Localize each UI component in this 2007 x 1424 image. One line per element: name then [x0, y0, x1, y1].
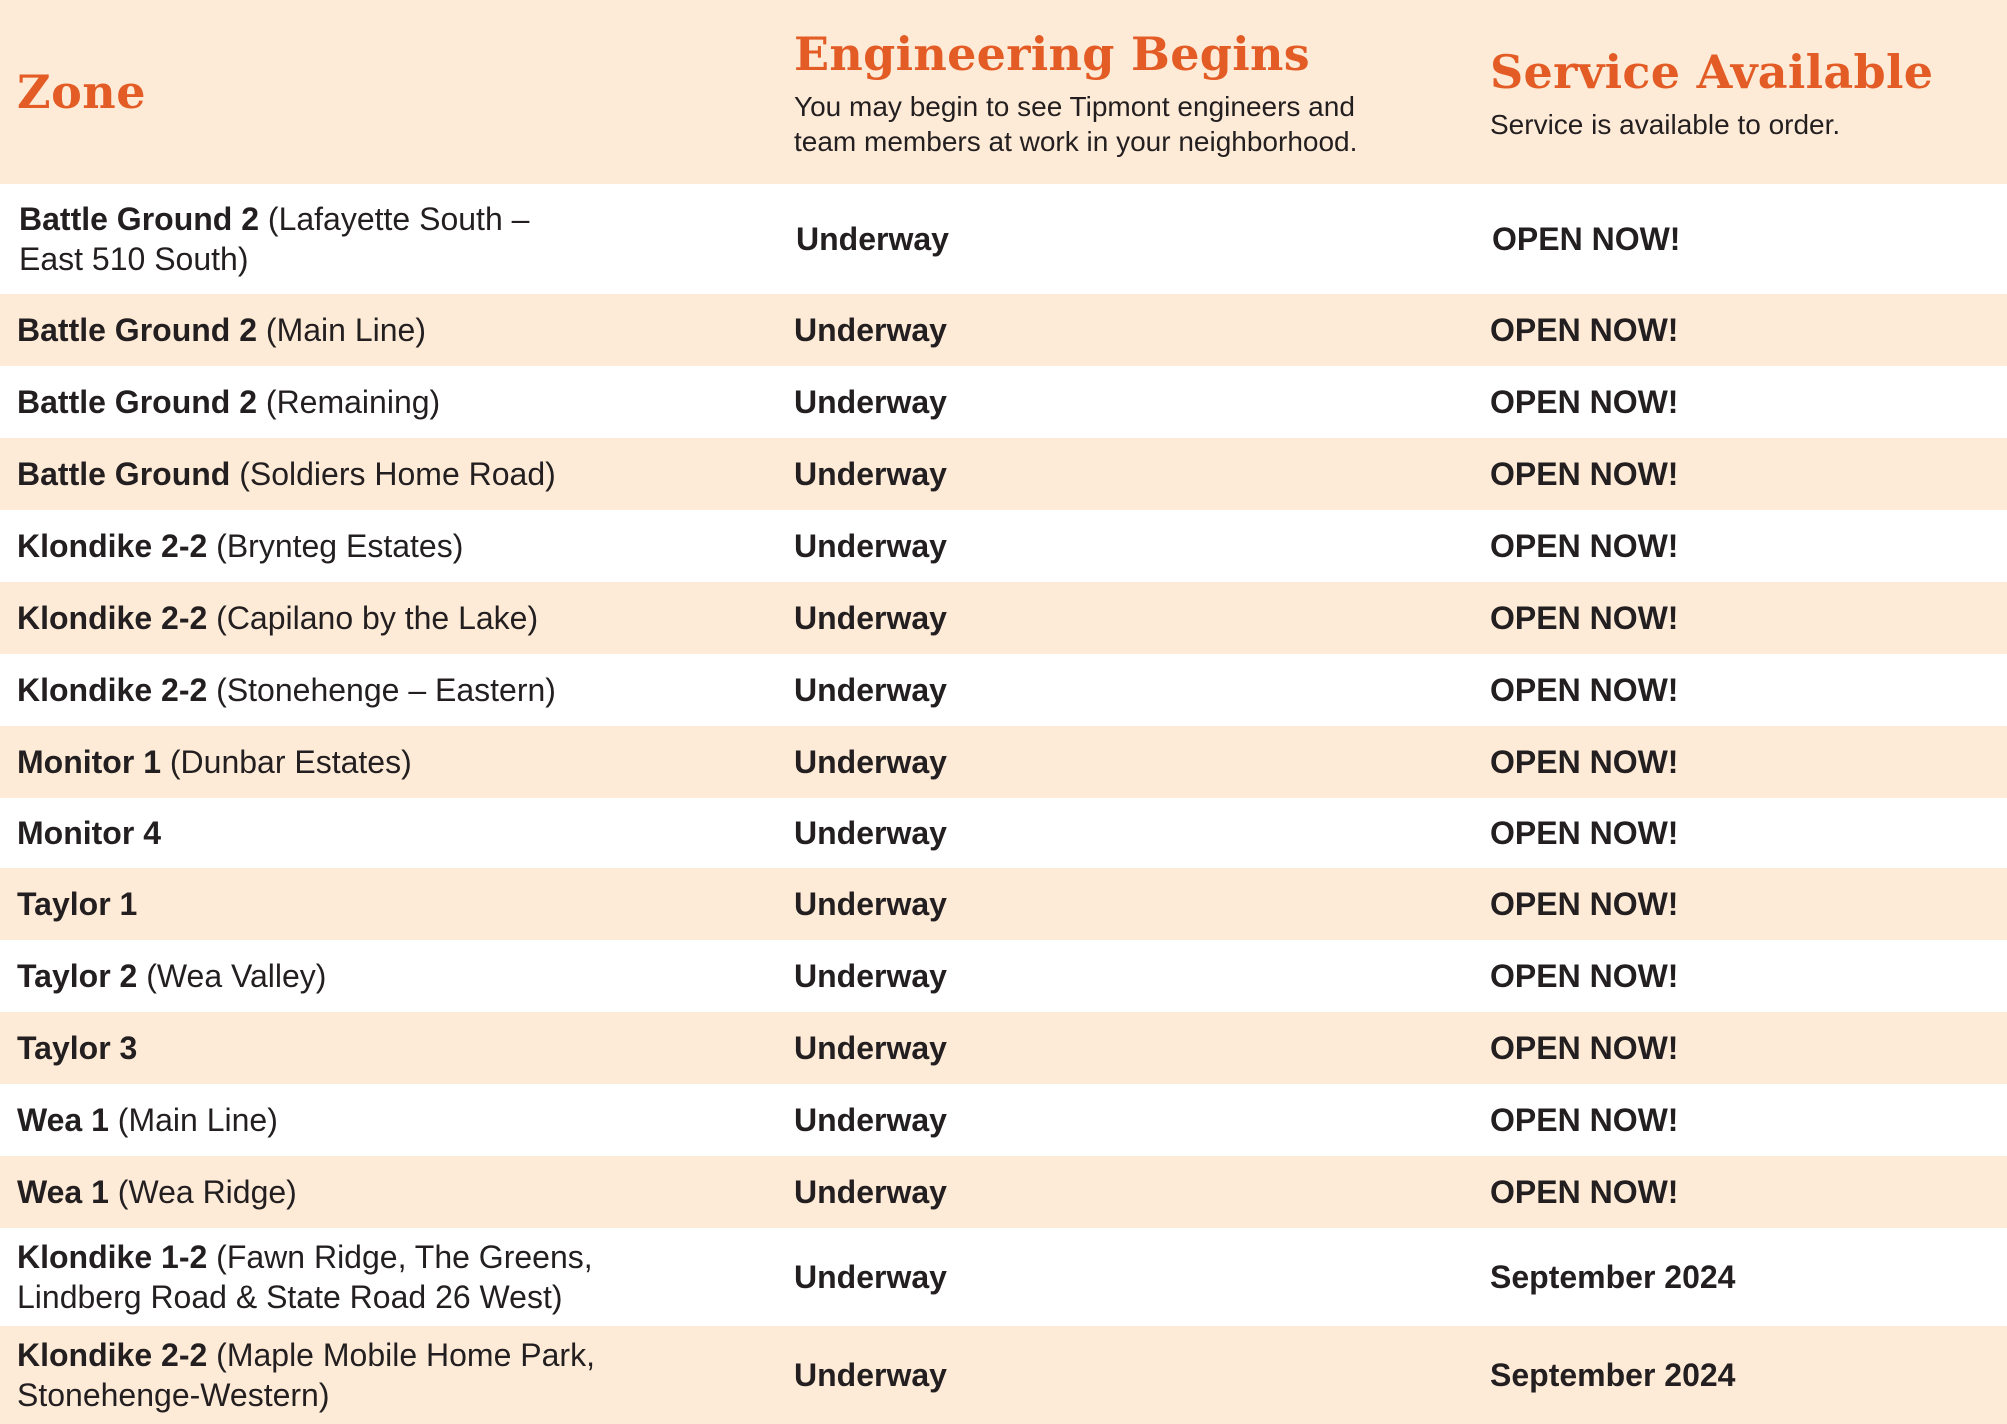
table-row	[0, 1084, 2007, 1156]
engineering-status: Underway	[794, 455, 947, 492]
zone-detail: (Maple Mobile Home Park,	[216, 1337, 595, 1373]
service-status: OPEN NOW!	[1490, 311, 1679, 348]
engineering-status: Underway	[794, 885, 947, 922]
zone-cell	[0, 670, 794, 710]
service-status: OPEN NOW!	[1490, 455, 1679, 492]
zone-detail: (Main Line)	[117, 1102, 278, 1138]
zone-name: Wea 1	[17, 1102, 109, 1138]
zone-name: Battle Ground 2	[19, 201, 260, 237]
zone-cell	[0, 742, 794, 782]
zone-cell	[0, 813, 794, 853]
service-status: OPEN NOW!	[1490, 671, 1679, 708]
engineering-status: Underway	[794, 671, 947, 708]
table-row	[0, 184, 2007, 294]
table-row	[0, 1326, 2007, 1424]
zone-name: Battle Ground 2	[17, 384, 258, 420]
service-status: OPEN NOW!	[1490, 1173, 1679, 1210]
table-row	[0, 654, 2007, 726]
engineering-status: Underway	[794, 383, 947, 420]
table-row	[0, 294, 2007, 366]
service-status: OPEN NOW!	[1490, 743, 1679, 780]
zone-cell	[0, 1237, 794, 1317]
zone-cell	[0, 956, 794, 996]
table-row	[0, 726, 2007, 798]
zone-detail: (Main Line)	[265, 312, 426, 348]
zone-name: Wea 1	[17, 1174, 109, 1210]
service-status: September 2024	[1490, 1356, 1736, 1393]
engineering-status: Underway	[794, 311, 947, 348]
table-row	[0, 940, 2007, 1012]
service-status: OPEN NOW!	[1490, 814, 1679, 851]
table-row	[0, 798, 2007, 868]
service-status: OPEN NOW!	[1490, 599, 1679, 636]
service-status: OPEN NOW!	[1492, 220, 1681, 257]
zone-detail: (Brynteg Estates)	[216, 528, 464, 564]
zone-detail: (Fawn Ridge, The Greens,	[216, 1239, 593, 1275]
service-header-subtitle: Service is available to order.	[1490, 108, 1841, 140]
zone-cell	[0, 598, 794, 638]
zone-cell	[0, 526, 794, 566]
zone-name: Klondike 2-2	[17, 672, 208, 708]
zone-cell	[0, 454, 794, 494]
engineering-header-subtitle-line2: team members at work in your neighborhood.	[794, 126, 1358, 157]
service-column-header	[1490, 43, 2007, 142]
table-row	[0, 438, 2007, 510]
table-row	[0, 1012, 2007, 1084]
zone-detail: (Lafayette South –	[267, 201, 530, 237]
table-header	[0, 0, 2007, 184]
engineering-status: Underway	[796, 220, 949, 257]
zone-name: Klondike 2-2	[17, 528, 208, 564]
zone-name: Klondike 1-2	[17, 1239, 208, 1275]
zone-cell	[0, 884, 794, 924]
engineering-status: Underway	[794, 957, 947, 994]
engineering-status: Underway	[794, 1258, 947, 1295]
zone-name: Monitor 4	[17, 815, 161, 851]
zone-name: Klondike 2-2	[17, 600, 208, 636]
table-row	[0, 510, 2007, 582]
zone-name: Taylor 2	[17, 958, 138, 994]
zone-cell	[0, 1335, 794, 1415]
zone-detail: (Stonehenge – Eastern)	[216, 672, 556, 708]
zone-detail-line2: Lindberg Road & State Road 26 West)	[17, 1279, 563, 1315]
zone-cell	[0, 1172, 794, 1212]
engineering-status: Underway	[794, 814, 947, 851]
zone-detail: (Capilano by the Lake)	[216, 600, 539, 636]
service-status: OPEN NOW!	[1490, 885, 1679, 922]
zone-header-title: Zone	[17, 65, 146, 119]
zone-cell	[0, 1028, 794, 1068]
table-row	[0, 1156, 2007, 1228]
service-status: OPEN NOW!	[1490, 383, 1679, 420]
zone-detail-line2: East 510 South)	[19, 241, 249, 277]
zone-detail: (Soldiers Home Road)	[239, 456, 556, 492]
zone-detail-line2: Stonehenge-Western)	[17, 1377, 330, 1413]
engineering-status: Underway	[794, 1356, 947, 1393]
service-status: OPEN NOW!	[1490, 527, 1679, 564]
engineering-header-subtitle-line1: You may begin to see Tipmont engineers and	[794, 91, 1355, 122]
engineering-status: Underway	[794, 1101, 947, 1138]
zone-column-header	[0, 65, 794, 119]
engineering-status: Underway	[794, 1173, 947, 1210]
zone-name: Klondike 2-2	[17, 1337, 208, 1373]
zone-cell	[0, 382, 794, 422]
table-row	[0, 366, 2007, 438]
zone-name: Battle Ground 2	[17, 312, 258, 348]
table-row	[0, 1228, 2007, 1326]
zone-detail: (Remaining)	[265, 384, 441, 420]
table-row	[0, 582, 2007, 654]
zone-detail: (Wea Valley)	[146, 958, 327, 994]
zone-cell	[0, 1100, 794, 1140]
service-status: OPEN NOW!	[1490, 1101, 1679, 1138]
engineering-status: Underway	[794, 527, 947, 564]
zone-name: Taylor 1	[17, 886, 138, 922]
zone-detail: (Wea Ridge)	[117, 1174, 297, 1210]
engineering-status: Underway	[794, 599, 947, 636]
zone-detail: (Dunbar Estates)	[169, 744, 412, 780]
service-status: September 2024	[1490, 1258, 1736, 1295]
engineering-column-header	[794, 25, 1490, 159]
zone-cell	[0, 310, 794, 350]
zone-cell	[0, 199, 794, 279]
engineering-header-title: Engineering Begins	[794, 27, 1310, 81]
service-header-title: Service Available	[1490, 44, 1934, 99]
zone-name: Taylor 3	[17, 1030, 138, 1066]
zone-name: Monitor 1	[17, 744, 161, 780]
engineering-status: Underway	[794, 743, 947, 780]
zone-name: Battle Ground	[17, 456, 231, 492]
service-status: OPEN NOW!	[1490, 957, 1679, 994]
engineering-status: Underway	[794, 1029, 947, 1066]
service-status: OPEN NOW!	[1490, 1029, 1679, 1066]
table-row	[0, 868, 2007, 940]
